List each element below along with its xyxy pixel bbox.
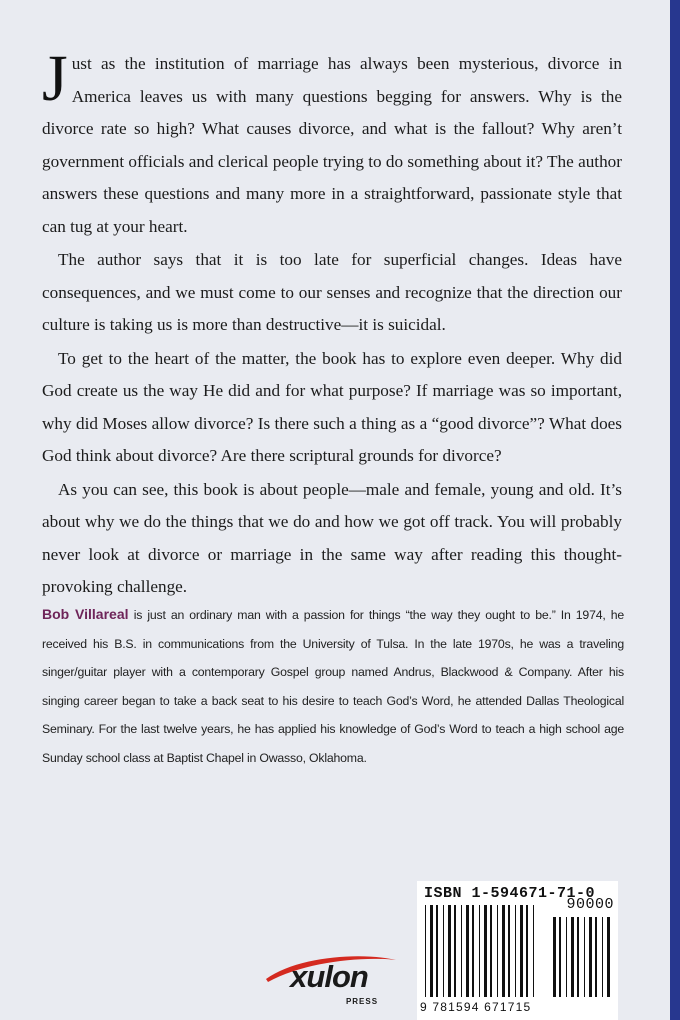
barcode-bar	[461, 905, 462, 997]
isbn-number: ISBN 1-594671-71-0	[424, 885, 596, 902]
barcode-bar	[454, 905, 456, 997]
barcode-bar	[566, 917, 567, 997]
barcode-bar	[595, 917, 597, 997]
barcode-bar	[484, 905, 487, 997]
barcode-bar	[577, 917, 579, 997]
blurb-paragraph-4: As you can see, this book is about people—male and female, young and old. It’s about why we do the things that we do and how we got off track. You will probably never look at divorce or marriage in the same way after reading this thought-provoking challenge.	[42, 479, 622, 596]
barcode-bar	[607, 917, 610, 997]
barcode-bar	[425, 905, 426, 997]
barcode-bar	[436, 905, 438, 997]
barcode-bar	[508, 905, 510, 997]
barcode-bar	[584, 917, 585, 997]
barcode-bar	[502, 905, 505, 997]
price-code: 90000	[566, 896, 614, 913]
barcode-bar	[448, 905, 451, 997]
barcode-bar	[515, 905, 516, 997]
author-name: Bob Villareal	[42, 606, 129, 622]
blurb-paragraph-3: To get to the heart of the matter, the book has to explore even deeper. Why did God create us the way He did and for what purpose? If marriage was so important, why did Moses allow divorce? Is there such a thing as a “good divorce”? What does God think about divorce? Are there scriptural grounds for divorce?	[42, 348, 622, 465]
barcode-bar	[589, 917, 592, 997]
spine-strip	[670, 0, 680, 1020]
barcode-bar	[497, 905, 498, 997]
barcode-bar	[472, 905, 474, 997]
barcode-bar	[479, 905, 480, 997]
barcode-bar	[553, 917, 556, 997]
isbn-barcode	[417, 881, 618, 1020]
drop-cap: J	[42, 42, 68, 115]
blurb-paragraph-1	[42, 42, 622, 243]
book-blurb	[42, 42, 622, 605]
barcode-bar	[490, 905, 492, 997]
barcode-bar	[533, 905, 534, 997]
author-bio	[42, 600, 624, 773]
barcode-bar	[571, 917, 574, 997]
barcode-bar	[466, 905, 469, 997]
author-bio-text: is just an ordinary man with a passion for things “the way they ought to be.” In 1974, he received his B.S. in communications from the University of Tulsa. In the late 1970s, he was a traveling singer/guitar player with a contemporary Gospel group named Andrus, Blackwood & Company. After his singing career began to take a back seat to his desire to teach God’s Word, he attended Dallas Theological Seminary. For the last twelve years, he has applied his knowledge of God’s Word to teach a high school age Sunday school class at Baptist Chapel in Owasso, Oklahoma.	[42, 608, 625, 765]
barcode-bar	[559, 917, 561, 997]
barcode-bars	[423, 905, 613, 1001]
publisher-logo-label: PRESS	[345, 997, 379, 1006]
blurb-paragraph-2: The author says that it is too late for superficial changes. Ideas have consequences, and we must come to our senses and recognize that the direction our culture is taking us is more than destructive—it is suicidal.	[42, 250, 622, 334]
barcode-bar	[430, 905, 433, 997]
barcode-bar	[443, 905, 444, 997]
publisher-logo	[258, 948, 400, 1010]
barcode-bar	[526, 905, 528, 997]
blurb-paragraph-1-text: ust as the institution of marriage has always been mysterious, divorce in America leaves us with many questions begging for answers. Why is the divorce rate so high? What causes divorce, and what is the fallout? Why aren’t government officials and clerical people trying to do something about it? The author answers these questions and many more in a straightforward, passionate style that can tug at your heart.	[42, 54, 622, 236]
barcode-bar	[520, 905, 523, 997]
publisher-logo-wordmark: xulon	[290, 959, 368, 994]
barcode-bar	[602, 917, 603, 997]
ean-number: 9 781594 671715	[420, 1000, 532, 1014]
